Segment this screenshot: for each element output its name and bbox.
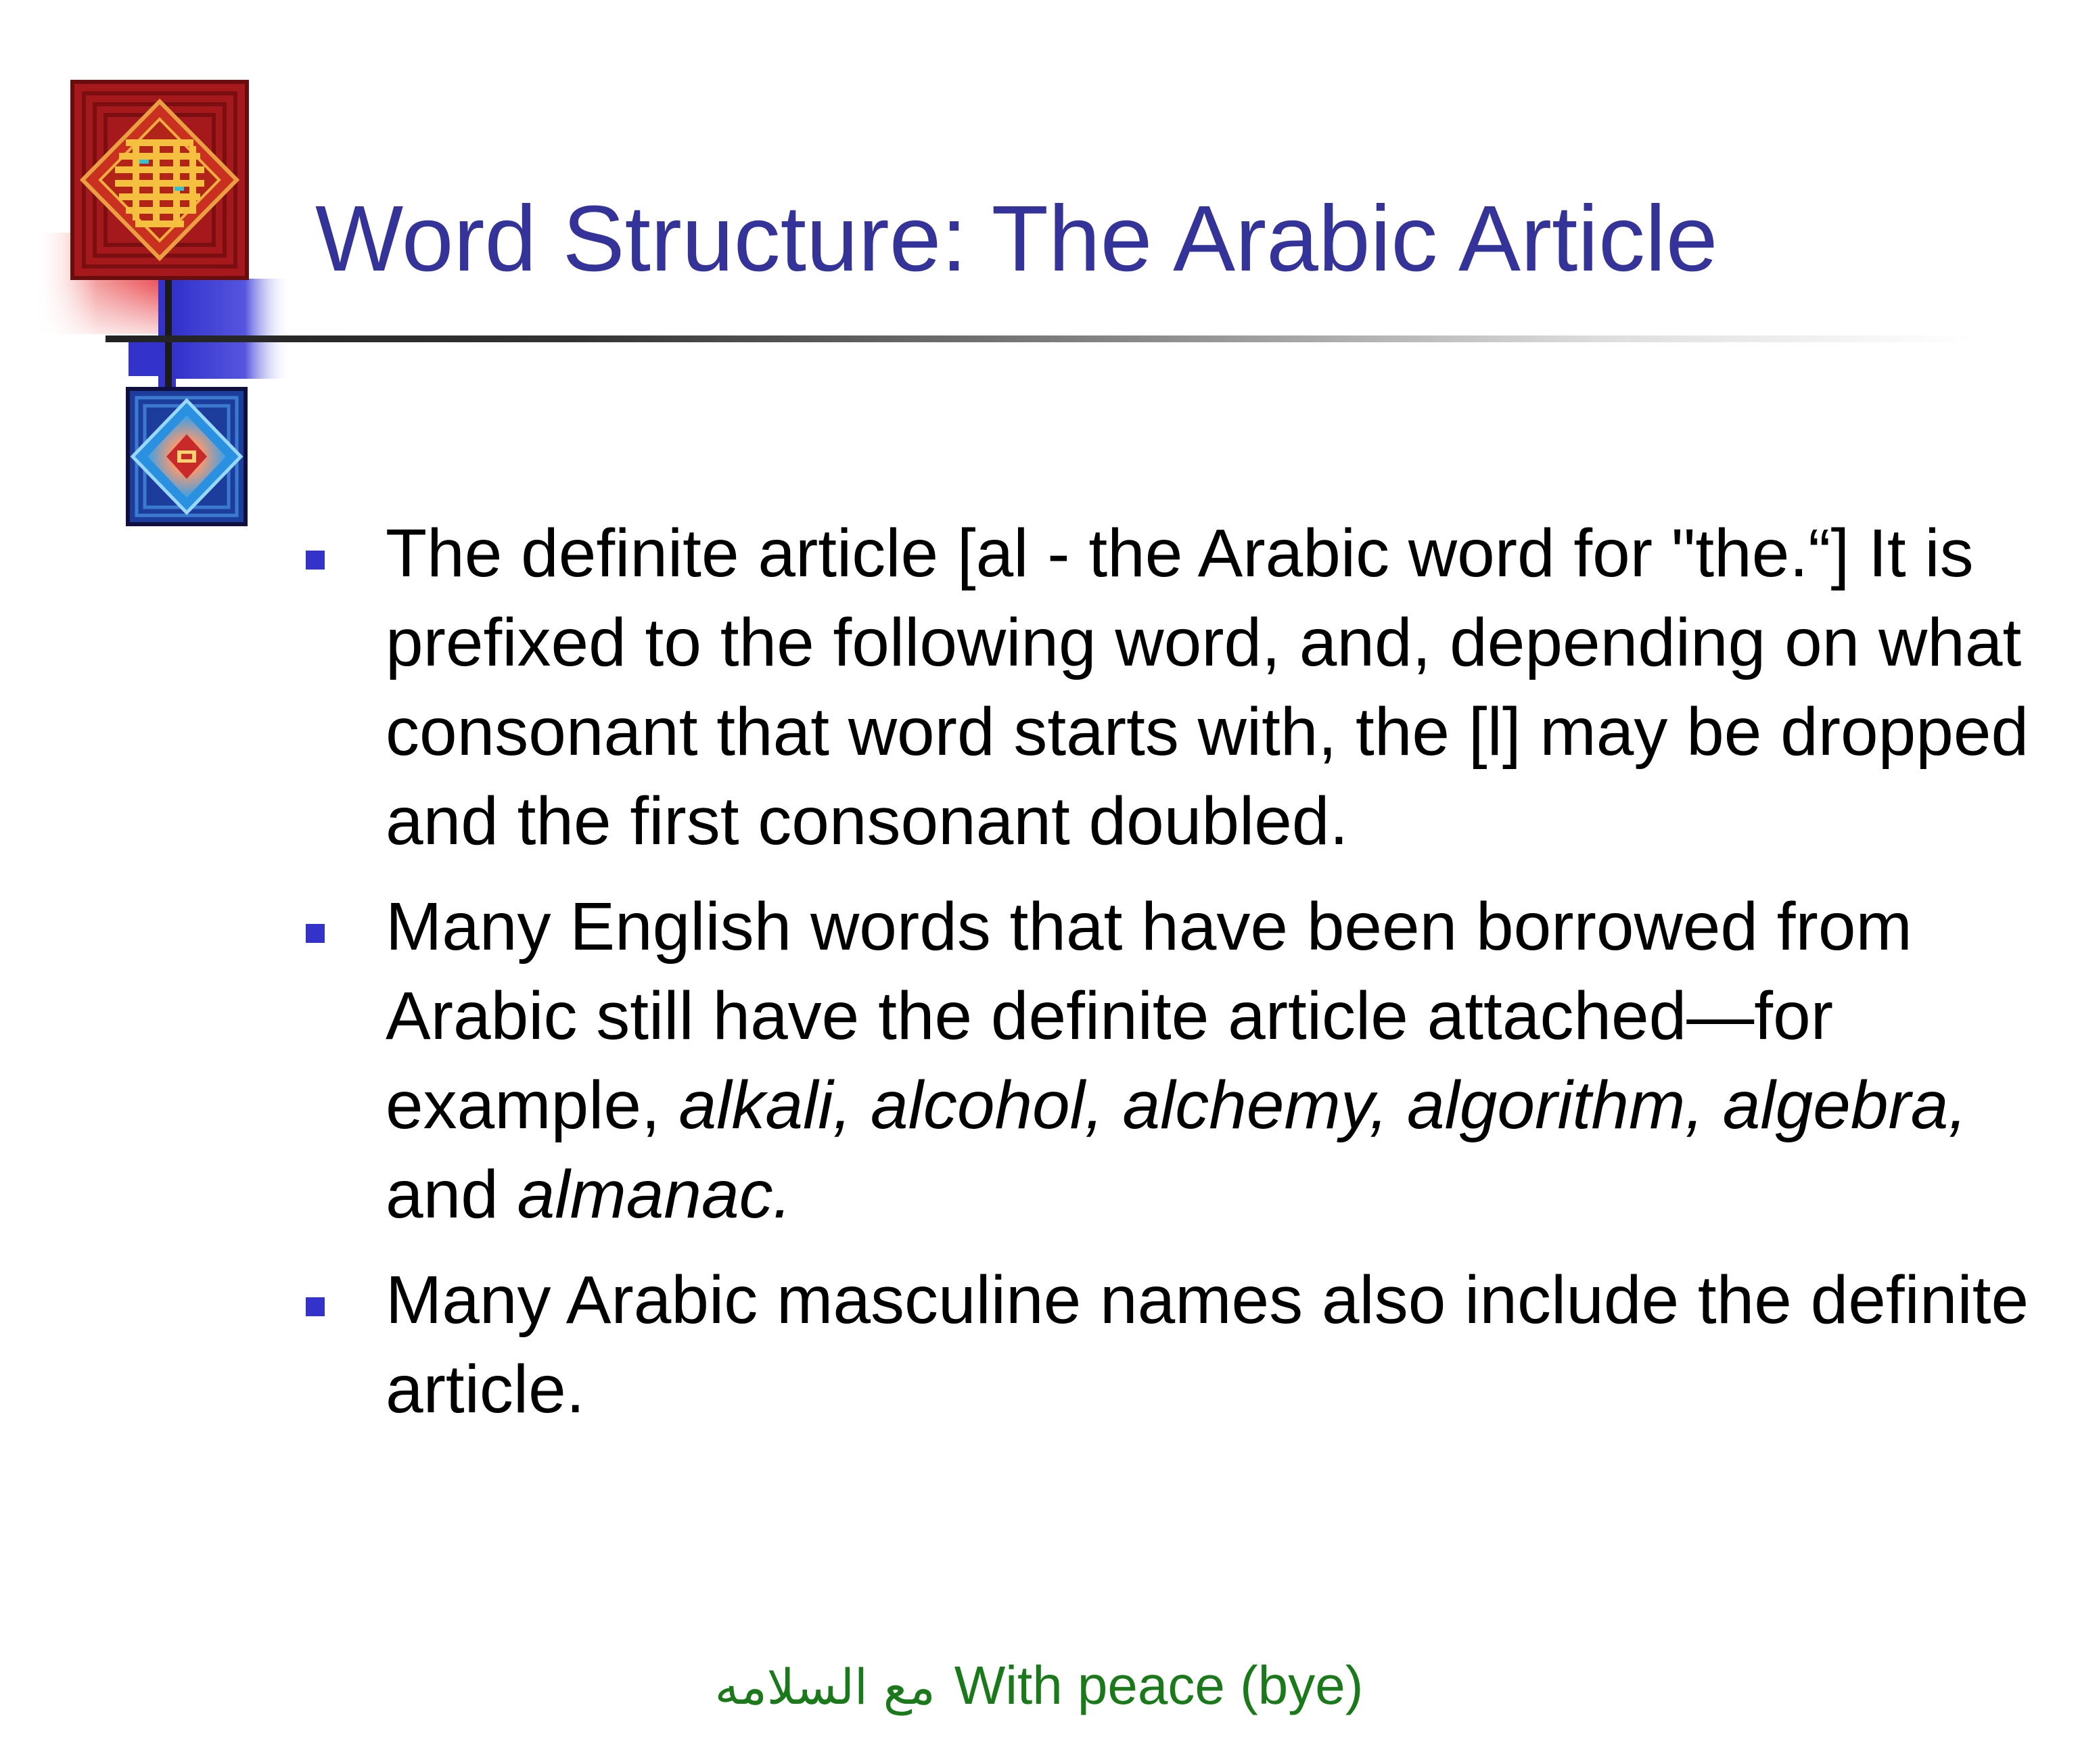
red-kufic-tile-icon	[70, 80, 249, 280]
bullet-square-icon	[306, 924, 325, 943]
header-decoration	[0, 0, 325, 528]
bullet-text	[386, 1262, 2029, 1427]
bullet-square-icon	[306, 551, 325, 570]
bullet-text	[386, 889, 1967, 1232]
bullet-text-segment: The definite article [al - the Arabic word for "the.“] It is prefixed to the following word, and, depending on what consonant that word starts with, the [l] may be dropped and the first consonant doubled.	[386, 515, 2029, 859]
bullet-item	[306, 509, 2037, 866]
bullet-square-icon	[306, 1297, 325, 1316]
bullet-item	[306, 882, 2037, 1239]
title-underline	[106, 335, 1972, 342]
bullet-text-segment: Many Arabic masculine names also include the definite article.	[386, 1262, 2029, 1427]
slide-title: Word Structure: The Arabic Article	[315, 187, 1718, 291]
bullet-text	[386, 515, 2029, 859]
bullet-text-italic-segment: alkali, alcohol, alchemy, algorithm, algebra,	[678, 1067, 1968, 1143]
bullet-list	[306, 509, 2037, 1450]
footer-caption	[0, 1655, 2078, 1715]
bullet-text-segment: and	[386, 1157, 517, 1232]
footer-english-text: With peace (bye)	[954, 1655, 1364, 1715]
bullet-item	[306, 1255, 2037, 1434]
header-decoration-graphic	[0, 0, 325, 528]
blue-kufic-tile-icon	[126, 387, 248, 526]
footer-arabic-text: مع السلامه	[714, 1658, 936, 1715]
bullet-text-italic-segment: almanac.	[517, 1157, 792, 1232]
bullet-text-segment: Many English words that have been borrowed from Arabic still have the definite article attached—for example,	[386, 889, 1912, 1143]
